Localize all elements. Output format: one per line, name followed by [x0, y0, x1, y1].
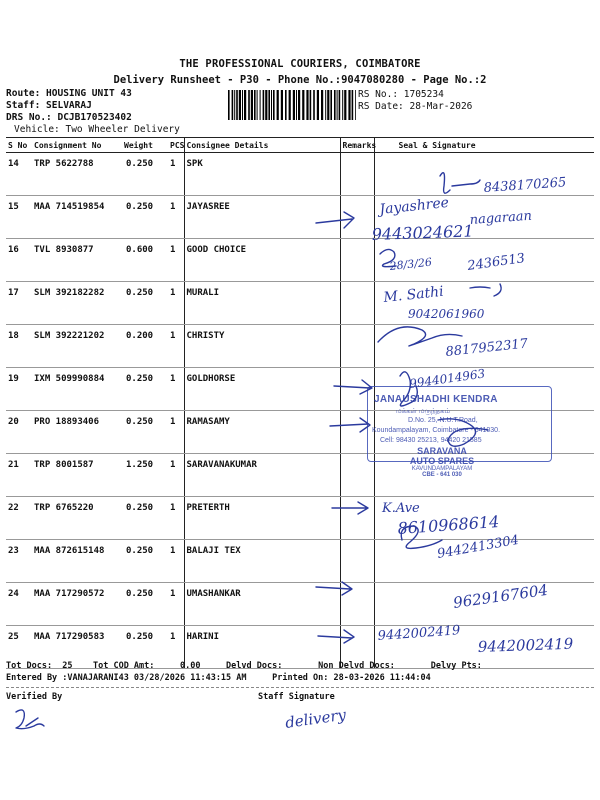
consignment-cell: TVL 8930877	[32, 239, 118, 282]
weight-cell: 0.250	[118, 540, 170, 583]
consignee-cell: RAMASAMY	[184, 411, 340, 454]
handwritten-phone: 8817952317	[444, 336, 529, 360]
consignment-cell: MAA 717290583	[32, 626, 118, 669]
signature-scribble	[440, 173, 480, 194]
stamp-line: AUTO SPARES	[409, 456, 475, 466]
sno-cell: 16	[6, 239, 32, 282]
stamp-line: JANAUSHADHI KENDRA	[374, 394, 498, 405]
weight-cell: 0.250	[118, 282, 170, 325]
consignee-cell: GOLDHORSE	[184, 368, 340, 411]
stamp-line: மக்கள் மருந்தகம்	[396, 408, 451, 415]
consignment-cell: SLM 392221202	[32, 325, 118, 368]
col-pcs: PCS	[170, 138, 184, 153]
handwritten-name: 9442002419	[377, 623, 461, 644]
consignee-cell: PRETERTH	[184, 497, 340, 540]
signature-scribble	[378, 327, 462, 346]
runsheet-title: THE PROFESSIONAL COURIERS, COIMBATORE	[179, 58, 421, 70]
handwritten-name: M. Sathi	[382, 283, 445, 306]
consignment-cell: MAA 714519854	[32, 196, 118, 239]
consignee-cell: MURALI	[184, 282, 340, 325]
weight-cell: 0.250	[118, 411, 170, 454]
consignee-cell: UMASHANKAR	[184, 583, 340, 626]
consignee-cell: BALAJI TEX	[184, 540, 340, 583]
consignee-cell: GOOD CHOICE	[184, 239, 340, 282]
consignee-cell: JAYASREE	[184, 196, 340, 239]
entered-by-line: Entered By :VANAJARANI43 03/28/2026 11:43:15 AM Printed On: 28-03-2026 11:44:04	[6, 673, 431, 683]
col-weight: Weight	[118, 138, 170, 153]
vehicle-field: Vehicle: Two Wheeler Delivery	[14, 124, 180, 135]
pcs-cell: 1	[170, 368, 184, 411]
col-remarks: Remarks	[340, 138, 374, 153]
handwritten-phone: 9629167604	[452, 580, 550, 612]
weight-cell: 0.250	[118, 583, 170, 626]
sno-cell: 17	[6, 282, 32, 325]
weight-cell: 1.250	[118, 454, 170, 497]
handwritten-phone: 9442002419	[477, 634, 574, 656]
stamp-line: Cell: 98430 25213, 94420 21585	[380, 437, 482, 444]
consignment-cell: TRP 5622788	[32, 153, 118, 196]
handwritten-phone: 9443024621	[371, 221, 474, 244]
consignee-cell: SPK	[184, 153, 340, 196]
drs-number-field: DRS No.: DCJB170523402	[6, 112, 132, 123]
sno-cell: 23	[6, 540, 32, 583]
sno-cell: 21	[6, 454, 32, 497]
verified-signature	[16, 710, 44, 729]
rs-date-field: RS Date: 28-Mar-2026	[358, 101, 473, 112]
runsheet-subtitle: Delivery Runsheet - P30 - Phone No.:9047080280 - Page No.:2	[113, 74, 487, 86]
weight-cell: 0.200	[118, 325, 170, 368]
handwritten-phone: 9042061960	[408, 307, 485, 321]
totals-line: Tot Docs: 25 Tot COD Amt: 0.00 Delvd Docs: Non Delvd Docs: Delvy Pts:	[6, 661, 482, 671]
handwritten-number: 2436513	[466, 251, 526, 274]
consignment-cell: MAA 717290572	[32, 583, 118, 626]
consignee-cell: SARAVANAKUMAR	[184, 454, 340, 497]
col-sno: S No	[6, 138, 32, 153]
pcs-cell: 1	[170, 583, 184, 626]
weight-cell: 0.250	[118, 196, 170, 239]
staff-signature-label: Staff Signature	[258, 692, 335, 702]
weight-cell: 0.250	[118, 368, 170, 411]
pcs-cell: 1	[170, 411, 184, 454]
staff-handwritten-signature: delivery	[284, 705, 348, 732]
handwritten-name: nagaraan	[469, 208, 533, 228]
pcs-cell: 1	[170, 454, 184, 497]
col-consignment: Consignment No	[32, 138, 118, 153]
pcs-cell: 1	[170, 325, 184, 368]
weight-cell: 0.600	[118, 239, 170, 282]
handwritten-phone: 9442413304	[436, 532, 521, 562]
pcs-cell: 1	[170, 626, 184, 669]
arrow-mark	[318, 630, 354, 643]
handwritten-phone: 8438170265	[483, 175, 567, 196]
consignment-cell: IXM 509990884	[32, 368, 118, 411]
handwritten-name: K.Ave	[382, 501, 420, 516]
sno-cell: 19	[6, 368, 32, 411]
sno-cell: 20	[6, 411, 32, 454]
arrow-mark	[316, 582, 352, 595]
col-consignee: Consignee Details	[184, 138, 340, 153]
handwritten-date: 28/3/26	[388, 255, 433, 273]
stamp-line: KAVUNDAMPALAYAM	[411, 466, 473, 472]
weight-cell: 0.250	[118, 626, 170, 669]
sno-cell: 14	[6, 153, 32, 196]
rs-number-field: RS No.: 1705234	[358, 89, 444, 100]
consignee-cell: CHRISTY	[184, 325, 340, 368]
arrow-mark	[332, 502, 368, 514]
sno-cell: 25	[6, 626, 32, 669]
stamp-line: Koundampalayam, Coimbatore - 641030.	[372, 427, 501, 434]
consignment-cell: TRP 6765220	[32, 497, 118, 540]
pcs-cell: 1	[170, 540, 184, 583]
weight-cell: 0.250	[118, 497, 170, 540]
divider	[6, 687, 594, 688]
verified-by-label: Verified By	[6, 692, 63, 702]
stamp-line: CBE - 641 030	[422, 472, 462, 478]
handwritten-name: Jayashree	[378, 194, 450, 218]
signature-scribble	[470, 284, 501, 296]
signature-scribble	[438, 419, 488, 446]
pcs-cell: 1	[170, 153, 184, 196]
pcs-cell: 1	[170, 497, 184, 540]
stamp-line: D.No. 25, N.U.T.Road,	[408, 417, 478, 424]
col-signature: Seal & Signature	[374, 138, 594, 153]
pcs-cell: 1	[170, 282, 184, 325]
handwritten-phone: 9944014963	[408, 366, 487, 391]
route-field: Route: HOUSING UNIT 43	[6, 88, 132, 99]
pcs-cell: 1	[170, 196, 184, 239]
sno-cell: 24	[6, 583, 32, 626]
consignee-cell: HARINI	[184, 626, 340, 669]
arrow-mark	[316, 212, 354, 228]
consignment-cell: MAA 872615148	[32, 540, 118, 583]
sno-cell: 22	[6, 497, 32, 540]
handwritten-phone: 8610968614	[396, 511, 500, 538]
pcs-cell: 1	[170, 239, 184, 282]
stamp-line: SARAVANA	[417, 446, 467, 456]
sno-cell: 15	[6, 196, 32, 239]
arrow-mark	[334, 380, 372, 394]
consignment-cell: SLM 392182282	[32, 282, 118, 325]
consignment-cell: PRO 18893406	[32, 411, 118, 454]
arrow-mark	[330, 418, 370, 432]
consignment-cell: TRP 8001587	[32, 454, 118, 497]
sno-cell: 18	[6, 325, 32, 368]
staff-field: Staff: SELVARAJ	[6, 100, 92, 111]
weight-cell: 0.250	[118, 153, 170, 196]
